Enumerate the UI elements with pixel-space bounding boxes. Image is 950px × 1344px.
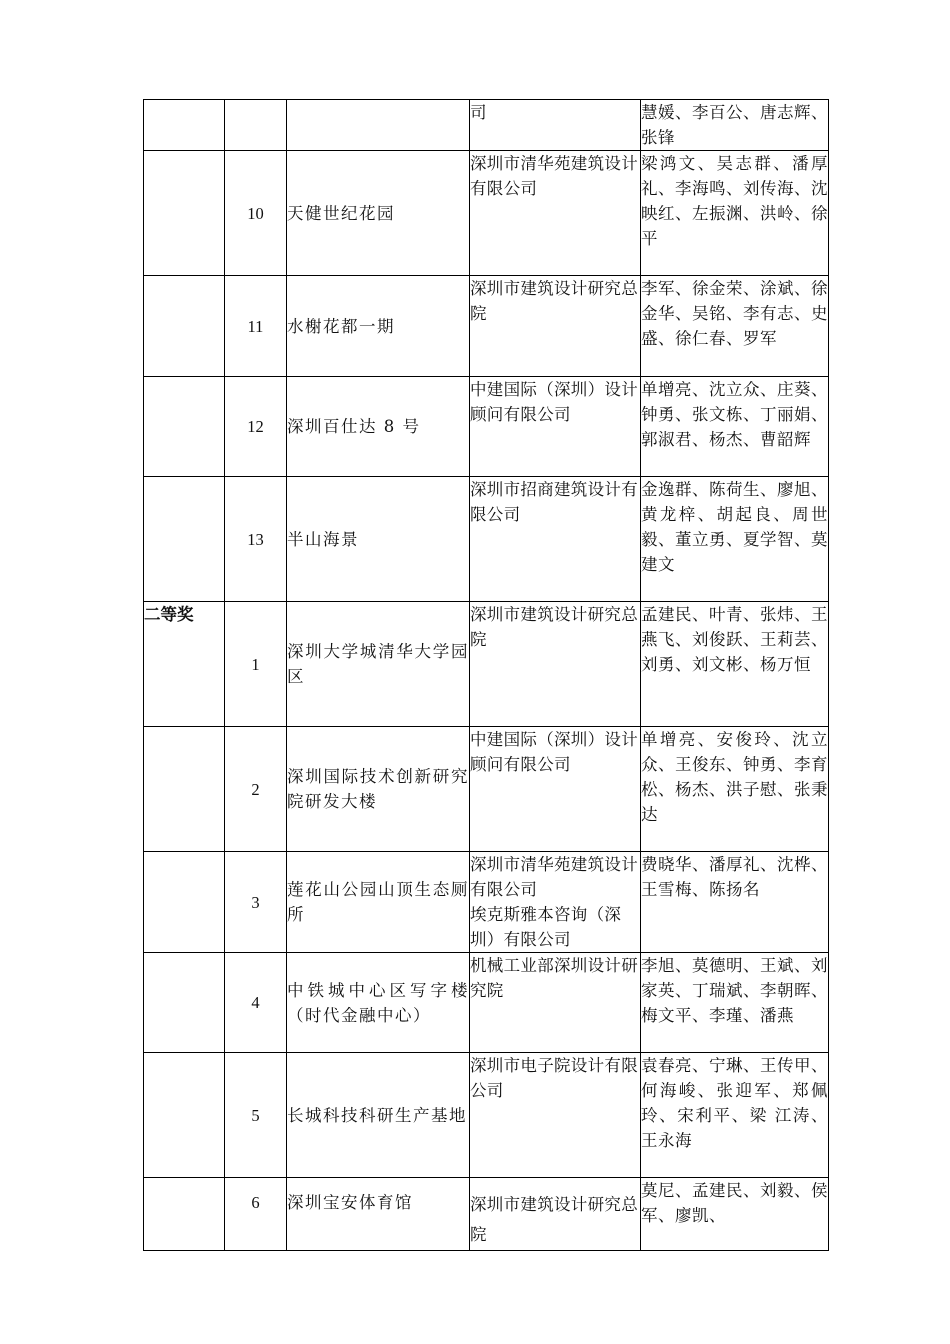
table-row	[144, 1178, 829, 1251]
designers: 慧媛、李百公、唐志辉、张锋	[641, 100, 829, 151]
row-number	[225, 100, 287, 151]
row-number: 1	[225, 602, 287, 727]
row-number: 2	[225, 727, 287, 852]
project-name	[287, 100, 470, 151]
project-name: 莲花山公园山顶生态厕所	[287, 852, 470, 953]
row-number: 11	[225, 276, 287, 377]
row-number: 10	[225, 151, 287, 276]
table-row	[144, 100, 829, 151]
table-row	[144, 276, 829, 377]
row-number: 6	[225, 1178, 287, 1251]
project-name: 深圳国际技术创新研究院研发大楼	[287, 727, 470, 852]
designers: 孟建民、叶青、张炜、王燕飞、刘俊跃、王莉芸、刘勇、刘文彬、杨万恒	[641, 602, 829, 727]
design-unit: 深圳市建筑设计研究总院	[470, 602, 641, 727]
project-name: 深圳百仕达 8 号	[287, 377, 470, 477]
project-name: 深圳大学城清华大学园区	[287, 602, 470, 727]
table-row	[144, 852, 829, 953]
design-unit: 深圳市清华苑建筑设计有限公司	[470, 151, 641, 276]
row-number: 4	[225, 953, 287, 1053]
design-unit: 机械工业部深圳设计研究院	[470, 953, 641, 1053]
award-grade	[144, 276, 225, 377]
designers: 李旭、莫德明、王斌、刘家英、丁瑞斌、李朝晖、梅文平、李瑾、潘燕	[641, 953, 829, 1053]
table-row	[144, 477, 829, 602]
design-unit: 深圳市电子院设计有限公司	[470, 1053, 641, 1178]
award-grade	[144, 151, 225, 276]
row-number: 12	[225, 377, 287, 477]
designers: 李军、徐金荣、涂斌、徐金华、吴铭、李有志、史盛、徐仁春、罗军	[641, 276, 829, 377]
table-row	[144, 727, 829, 852]
awards-table	[143, 99, 829, 1251]
table-row	[144, 602, 829, 727]
project-name: 半山海景	[287, 477, 470, 602]
row-number: 3	[225, 852, 287, 953]
award-grade	[144, 100, 225, 151]
row-number: 5	[225, 1053, 287, 1178]
award-grade	[144, 727, 225, 852]
award-grade	[144, 953, 225, 1053]
award-grade	[144, 852, 225, 953]
design-unit: 司	[470, 100, 641, 151]
design-unit: 深圳市招商建筑设计有限公司	[470, 477, 641, 602]
project-name: 长城科技科研生产基地	[287, 1053, 470, 1178]
designers: 金逸群、陈荷生、廖旭、黄龙梓、胡起良、周世毅、董立勇、夏学智、莫建文	[641, 477, 829, 602]
designers: 单增亮、安俊玲、沈立众、王俊东、钟勇、李育松、杨杰、洪子慰、张秉达	[641, 727, 829, 852]
designers: 梁鸿文、吴志群、潘厚礼、李海鸣、刘传海、沈映红、左振渊、洪岭、徐平	[641, 151, 829, 276]
designers: 莫尼、孟建民、刘毅、侯军、廖凯、	[641, 1178, 829, 1251]
award-grade	[144, 1178, 225, 1251]
table-row	[144, 953, 829, 1053]
award-grade: 二等奖	[144, 602, 225, 727]
award-grade	[144, 477, 225, 602]
project-name: 天健世纪花园	[287, 151, 470, 276]
design-unit: 深圳市建筑设计研究总院	[470, 1178, 641, 1251]
project-name: 中铁城中心区写字楼（时代金融中心）	[287, 953, 470, 1053]
award-grade	[144, 1053, 225, 1178]
designers: 袁春亮、宁琳、王传甲、何海峻、张迎军、郑佩玲、宋利平、梁 江涛、王永海	[641, 1053, 829, 1178]
table-row	[144, 1053, 829, 1178]
design-unit: 中建国际（深圳）设计顾问有限公司	[470, 727, 641, 852]
design-unit: 深圳市建筑设计研究总院	[470, 276, 641, 377]
row-number: 13	[225, 477, 287, 602]
project-name: 深圳宝安体育馆	[287, 1178, 470, 1251]
award-grade	[144, 377, 225, 477]
design-unit: 中建国际（深圳）设计顾问有限公司	[470, 377, 641, 477]
design-unit: 深圳市清华苑建筑设计有限公司 埃克斯雅本咨询（深圳）有限公司	[470, 852, 641, 953]
table-row	[144, 151, 829, 276]
table-row	[144, 377, 829, 477]
designers: 单增亮、沈立众、庄葵、钟勇、张文栋、丁丽娟、郭淑君、杨杰、曹韶辉	[641, 377, 829, 477]
project-name: 水榭花都一期	[287, 276, 470, 377]
designers: 费晓华、潘厚礼、沈桦、王雪梅、陈扬名	[641, 852, 829, 953]
